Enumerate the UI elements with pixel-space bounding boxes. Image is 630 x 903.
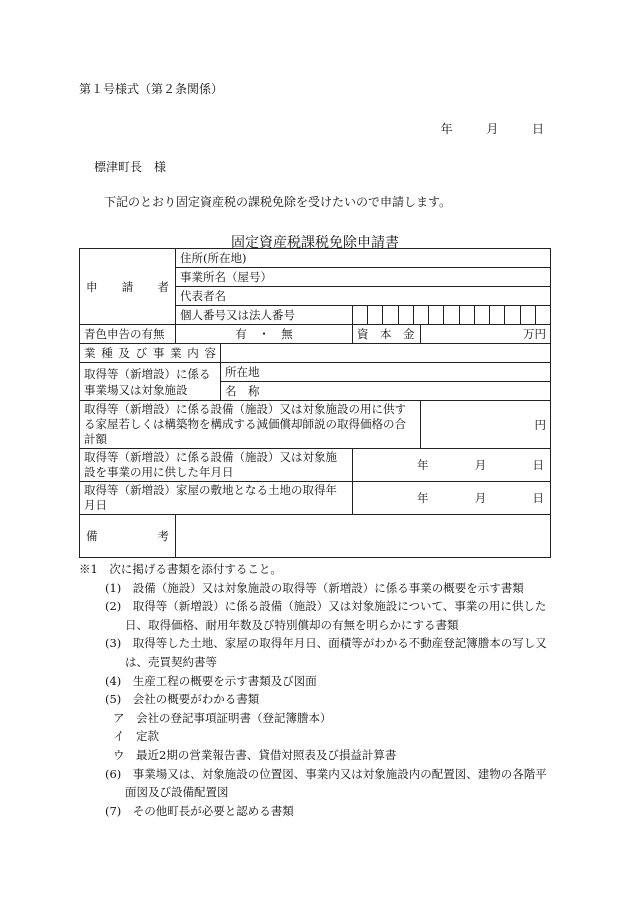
- site-location-field[interactable]: [221, 363, 551, 382]
- application-date: [441, 120, 544, 137]
- capital-field[interactable]: [421, 325, 551, 344]
- use-date-year: 年: [417, 458, 429, 472]
- remarks-label-cell: 備 考: [80, 515, 176, 558]
- office-name-field[interactable]: [176, 268, 551, 287]
- business-field[interactable]: [221, 344, 551, 363]
- applicant-label-cell: 申 請 者: [80, 249, 176, 325]
- note-item: (1) 設備（施設）又は対象施設の取得等（新増設）に係る事業の概要を示す書類: [105, 580, 524, 595]
- address-label: 住所(所在地): [180, 251, 247, 265]
- id-number-boxes[interactable]: [353, 306, 551, 325]
- date-month-label: 月: [486, 122, 499, 136]
- business-label-cell: 業種及び事業内容: [80, 344, 221, 363]
- date-year-label: 年: [440, 122, 453, 136]
- note-item: (2) 取得等（新増設）に係る設備（施設）又は対象施設について、事業の用に供した: [105, 599, 547, 614]
- remarks-field[interactable]: [176, 515, 551, 558]
- acquisition-cost-field[interactable]: [421, 401, 551, 449]
- land-date-label: 取得等（新増設）家屋の敷地となる土地の取得年月日: [80, 482, 353, 515]
- land-date-month: 月: [474, 491, 487, 505]
- note-subitem: ウ 最近2期の営業報告書、貸借対照表及び損益計算書: [113, 747, 397, 762]
- form-number: 第１号様式（第２条関係）: [79, 82, 224, 96]
- form-title: 固定資産税課税免除申請書: [231, 235, 399, 251]
- intro-text: 下記のとおり固定資産税の課税免除を受けたいので申請します。: [104, 195, 452, 209]
- note-item: (5) 会社の概要がわかる書類: [105, 692, 260, 707]
- site-name-field[interactable]: [221, 382, 551, 401]
- land-date-year: 年: [417, 491, 429, 505]
- application-table: [79, 248, 551, 558]
- site-location-label: 所在地: [225, 365, 260, 379]
- note-item: (3) 取得等した土地、家屋の取得年月日、面積等がわかる不動産登記簿謄本の写し又: [105, 636, 547, 651]
- id-number-label: 個人番号又は法人番号: [176, 306, 353, 325]
- acquisition-cost-unit: 円: [534, 417, 547, 432]
- land-date-field[interactable]: [353, 482, 551, 515]
- office-name-label: 事業所名（屋号）: [180, 270, 272, 284]
- note-item-continued: は、売買契約書等: [125, 654, 217, 669]
- attachment-notes: [79, 560, 559, 820]
- acquisition-cost-label: 取得等（新増設）に係る設備（施設）又は対象施設の用に供する家屋若しくは構築物を構成する減価償却師説の取得価格の合計額: [80, 401, 421, 449]
- site-label: 取得等（新増設）に係る事業場又は対象施設: [80, 363, 221, 401]
- note-item-continued: 日、取得価格、耐用年数及び特別償却の有無を明らかにする書類: [125, 617, 459, 632]
- note-subitem: イ 定款: [113, 729, 159, 744]
- date-day-label: 日: [531, 122, 544, 136]
- representative-field[interactable]: [176, 287, 551, 306]
- address-field[interactable]: [176, 249, 551, 268]
- blue-return-label: 青色申告の有無: [80, 325, 176, 344]
- capital-unit: 万円: [523, 327, 547, 341]
- use-date-day: 日: [532, 458, 545, 472]
- use-date-field[interactable]: [353, 449, 551, 482]
- note-header: ※1 次に掲げる書類を添付すること。: [79, 562, 282, 576]
- site-name-label: 名 称: [225, 384, 260, 398]
- note-item: (4) 生産工程の概要を示す書類及び図面: [105, 673, 317, 688]
- note-item: (7) その他町長が必要と認める書類: [105, 803, 294, 818]
- capital-label: 資 本 金: [353, 325, 421, 344]
- blue-return-choice[interactable]: 有 ・ 無: [176, 325, 353, 344]
- note-item: (6) 事業場又は、対象施設の位置図、事業内又は対象施設内の配置図、建物の各階平: [105, 766, 547, 781]
- use-date-month: 月: [474, 458, 487, 472]
- land-date-day: 日: [532, 491, 545, 505]
- note-item-continued: 面図及び設備配置図: [125, 785, 229, 800]
- addressee: 標津町長 様: [94, 160, 167, 174]
- note-subitem: ア 会社の登記事項証明書（登記簿謄本）: [113, 710, 332, 725]
- representative-label: 代表者名: [180, 289, 226, 303]
- use-date-label: 取得等（新増設）に係る設備（施設）又は対象施設を事業の用に供した年月日: [80, 449, 353, 482]
